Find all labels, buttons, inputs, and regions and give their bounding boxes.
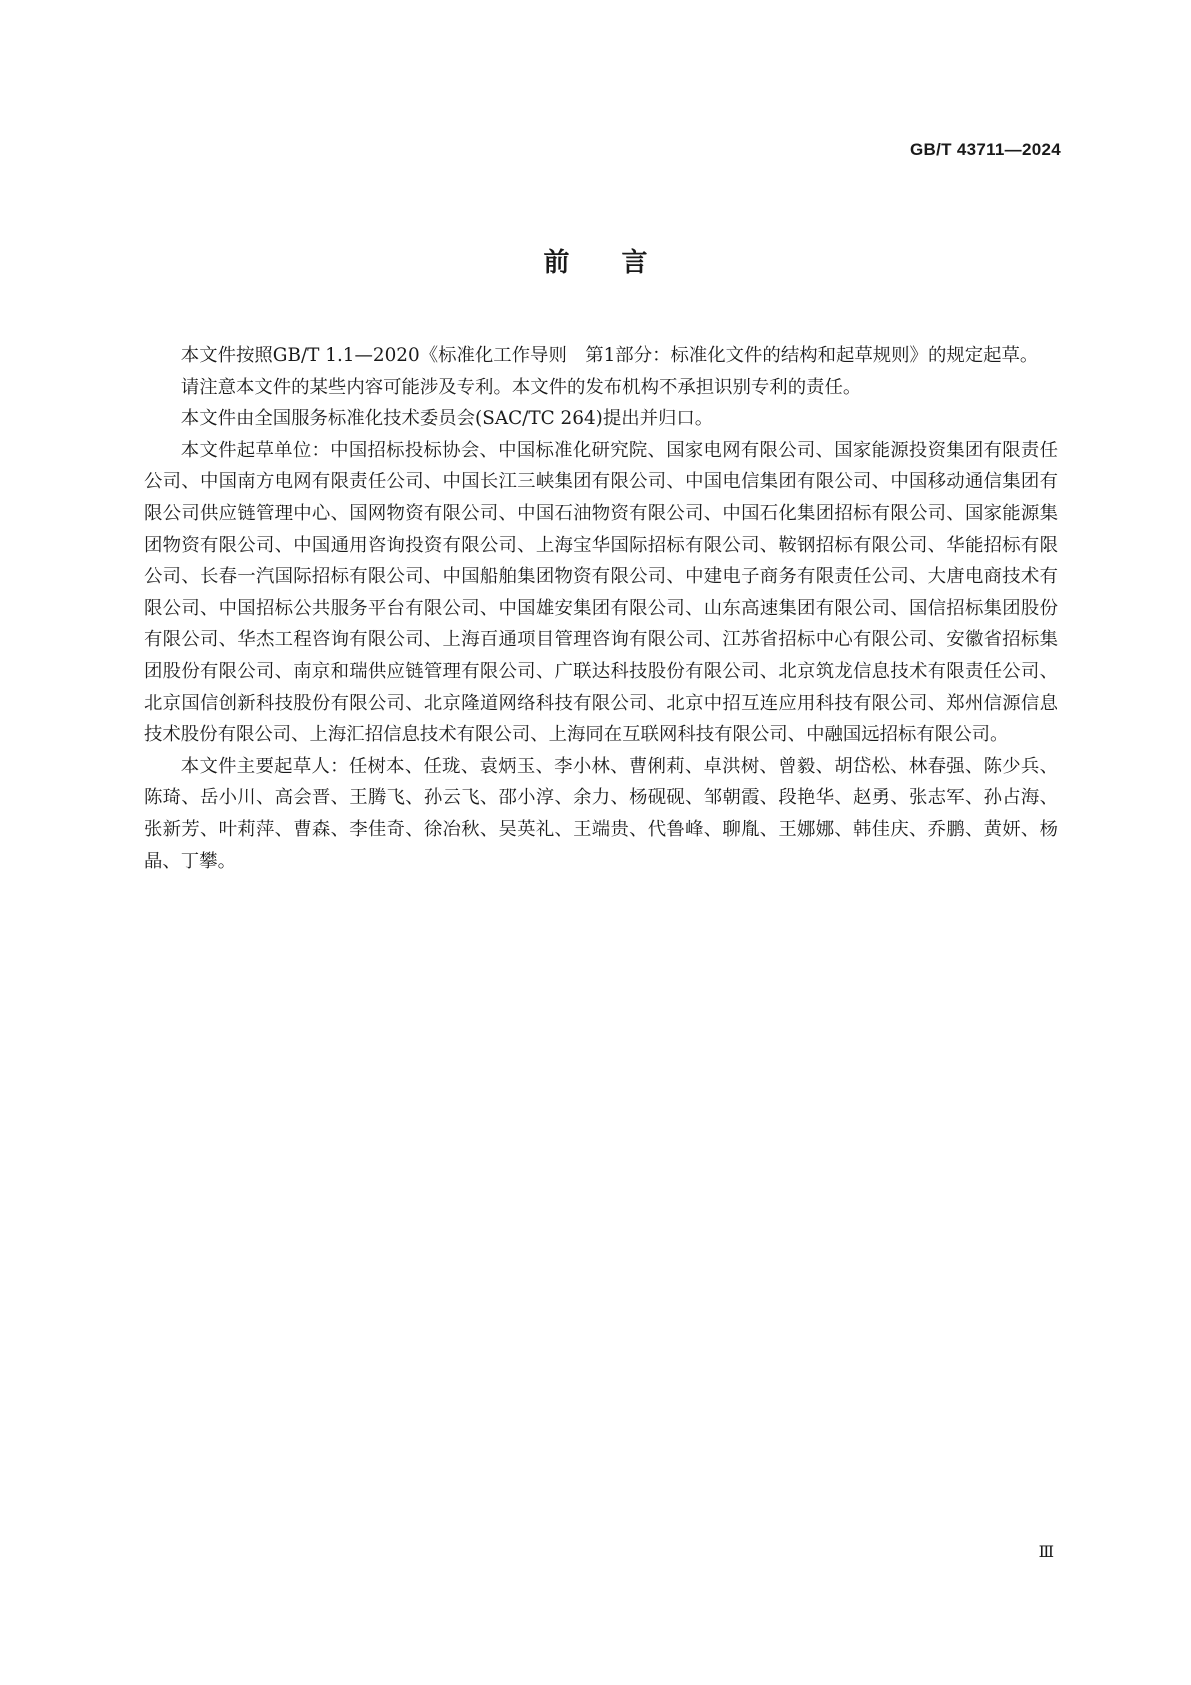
paragraph-drafting-rules: 本文件按照GB/T 1.1—2020《标准化工作导则 第1部分：标准化文件的结构和起草规则》的规定起草。: [180, 345, 1039, 366]
paragraph-drafting-units: 本文件起草单位：中国招标投标协会、中国标准化研究院、国家电网有限公司、国家能源投资集团有限责任公司、中国南方电网有限责任公司、中国长江三峡集团有限公司、中国电信集团有限公司、中国移动通信集团有限公司供应链管理中心、国网物资有限公司、中国石油物资有限公司、中国石化集团招标有限公司、国家能源集团物资有限公司、中国通用咨询投资有限公司、上海宝华国际招标有限公司、鞍钢招标有限公司、华能招标有限公司、长春一汽国际招标有限公司、中国船舶集团物资有限公司、中建电子商务有限责任公司、大唐电商技术有限公司、中国招标公共服务平台有限公司、中国雄安集团有限公司、山东高速集团有限公司、国信招标集团股份有限公司、华杰工程咨询有限公司、上海百通项目管理咨询有限公司、江苏省招标中心有限公司、安徽省招标集团股份有限公司、南京和瑞供应链管理有限公司、广联达科技股份有限公司、北京筑龙信息技术有限责任公司、北京国信创新科技股份有限公司、北京隆道网络科技有限公司、北京中招互连应用科技有限公司、郑州信源信息技术股份有限公司、上海汇招信息技术有限公司、上海同在互联网科技有限公司、中融国远招标有限公司。: [144, 439, 1058, 746]
paragraph-committee: 本文件由全国服务标准化技术委员会(SAC/TC 264)提出并归口。: [180, 408, 714, 430]
page-number: Ⅲ: [1038, 1544, 1054, 1561]
standard-number: GB/T 43711—2024: [910, 140, 1061, 159]
foreword-body: [144, 340, 1058, 877]
paragraph-patent-notice: 请注意本文件的某些内容可能涉及专利。本文件的发布机构不承担识别专利的责任。: [180, 376, 862, 398]
paragraph-drafters: 本文件主要起草人：任树本、任珑、袁炳玉、李小林、曹俐莉、卓洪树、曾毅、胡岱松、林春强、陈少兵、陈琦、岳小川、高会晋、王腾飞、孙云飞、邵小淳、余力、杨砚砚、邹朝霞、段艳华、赵勇、张志军、孙占海、张新芳、叶莉萍、曹森、李佳奇、徐冶秋、吴英礼、王端贵、代鲁峰、聊胤、王娜娜、韩佳庆、乔鹏、黄妍、杨晶、丁攀。: [144, 755, 1058, 872]
page-title: 前言: [543, 248, 700, 278]
